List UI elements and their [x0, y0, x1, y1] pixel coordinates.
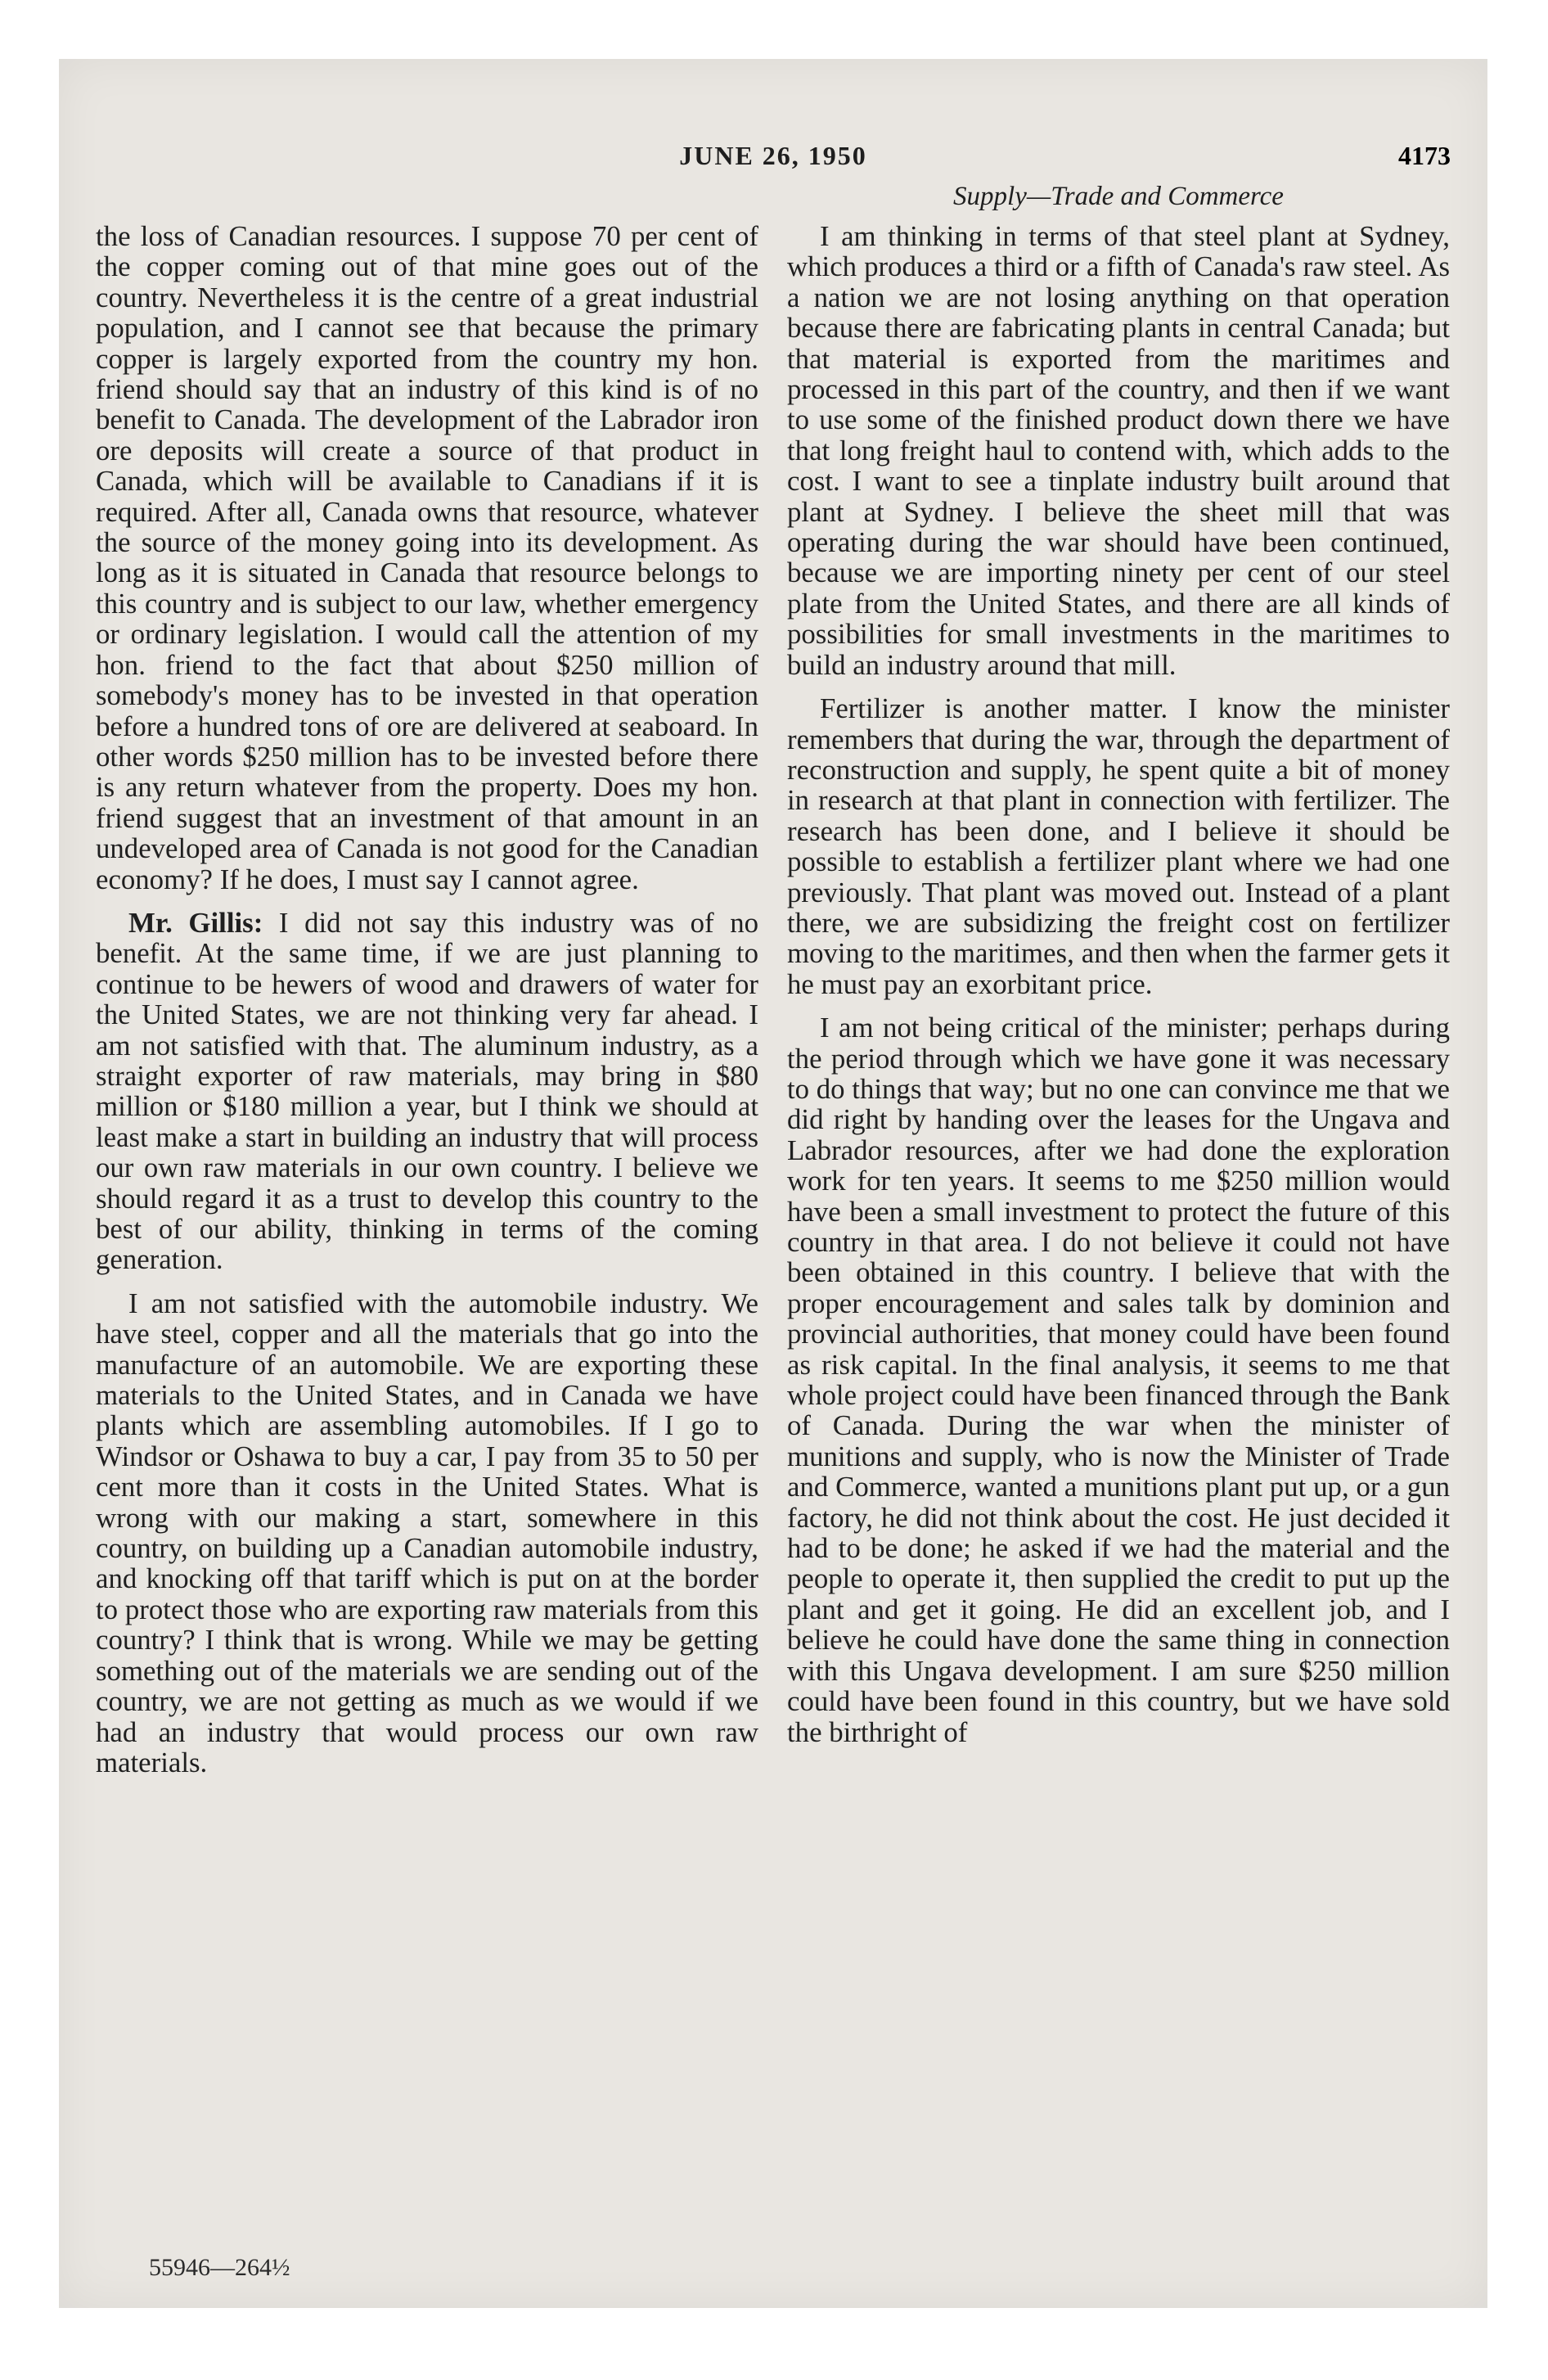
left-paragraph-1: the loss of Canadian resources. I suppose 70 per cent of the copper coming out of that mine goes out of the country. Nevertheless it is the centre of a great industrial population, and I cannot see that because the primary copper is largely exported from the country my hon. friend should say that an industry of this kind is of no benefit to Canada. The development of the Labrador iron ore deposits will create a source of that product in Canada, which will be available to Canadians if it is required. After all, Canada owns that resource, whatever the source of the money going into its development. As long as it is situated in Canada that resource belongs to this country and is subject to our law, whether emergency or ordinary legislation. I would call the attention of my hon. friend to the fact that about $250 million of somebody's money has to be invested in that operation before a hundred tons of ore are delivered at seaboard. In other words $250 million has to be invested before there is any return whatever from the property. Does my hon. friend suggest that an investment of that amount in an undeveloped area of Canada is not good for the Canadian economy? If he does, I must say I cannot agree.: [96, 220, 758, 895]
page-number: 4173: [1398, 141, 1451, 170]
left-paragraph-2: [96, 908, 758, 1275]
left-paragraph-3: I am not satisfied with the automobile industry. We have steel, copper and all the materials that go into the manufacture of an automobile. We are exporting these materials to the United States, and in Canada we have plants which are assembling automobiles. If I go to Windsor or Oshawa to buy a car, I pay from 35 to 50 per cent more than it costs in the United States. What is wrong with our making a start, somewhere in this country, on building up a Canadian automobile industry, and knocking off that tariff which is put on at the border to protect those who are exporting raw materials from this country? I think that is wrong. While we may be getting something out of the materials we are sending out of the country, we are not getting as much as we would if we had an industry that would process our own raw materials.: [96, 1287, 758, 1778]
hansard-page: [59, 59, 1487, 2308]
print-code: 55946—264½: [149, 2254, 290, 2281]
page-date: JUNE 26, 1950: [679, 141, 867, 170]
left-column: [96, 221, 758, 1778]
speaker-name: Mr. Gillis:: [128, 906, 263, 939]
right-column: [787, 221, 1450, 1747]
right-paragraph-2: Fertilizer is another matter. I know the minister remembers that during the war, through the department of reconstruction and supply, he spent quite a bit of money in research at that plant in connection with fertilizer. The research has been done, and I believe it should be possible to establish a fertilizer plant where we had one previously. That plant was moved out. Instead of a plant there, we are subsidizing the freight cost on fertilizer moving to the maritimes, and then when the farmer gets it he must pay an exorbitant price.: [787, 692, 1450, 1000]
page-header: [59, 141, 1487, 174]
right-paragraph-3: I am not being critical of the minister; perhaps during the period through which we have gone it was necessary to do things that way; but no one can convince me that we did right by handing over the leases for the Ungava and Labrador resources, after we had done the exploration work for ten years. It seems to me $250 million would have been a small investment to protect the future of this country in that area. I do not believe it could not have been obtained in this country. I believe that with the proper encouragement and sales talk by dominion and provincial authorities, that money could have been found as risk capital. In the final analysis, it seems to me that whole project could have been financed through the Bank of Canada. During the war when the minister of munitions and supply, who is now the Minister of Trade and Commerce, wanted a munitions plant put up, or a gun factory, he did not think about the cost. He just decided it had to be done; he asked if we had the material and the people to operate it, then supplied the credit to put up the plant and get it going. He did an excellent job, and I believe he could have done the same thing in connection with this Ungava development. I am sure $250 million could have been found in this country, but we have sold the birthright of: [787, 1012, 1450, 1748]
right-paragraph-1: I am thinking in terms of that steel plant at Sydney, which produces a third or a fifth of Canada's raw steel. As a nation we are not losing anything on that operation because there are fabricating plants in central Canada; but that material is exported from the maritimes and processed in this part of the country, and then if we want to use some of the finished product down there we have that long freight haul to contend with, which adds to the cost. I want to see a tinplate industry built around that plant at Sydney. I believe the sheet mill that was operating during the war should have been continued, because we are importing ninety per cent of our steel plate from the United States, and there are all kinds of possibilities for small investments in the maritimes to build an industry around that mill.: [787, 220, 1450, 681]
speech-text: I did not say this industry was of no benefit. At the same time, if we are just planning to continue to be hewers of wood and drawers of water for the United States, we are not thinking very far ahead. I am not satisfied with that. The aluminum industry, as a straight exporter of raw materials, may bring in $80 million or $180 million a year, but I think we should at least make a start in building an industry that will process our own raw materials in our own country. I believe we should regard it as a trust to develop this country to the best of our ability, thinking in terms of the coming generation.: [96, 906, 758, 1276]
running-head: Supply—Trade and Commerce: [953, 182, 1284, 211]
